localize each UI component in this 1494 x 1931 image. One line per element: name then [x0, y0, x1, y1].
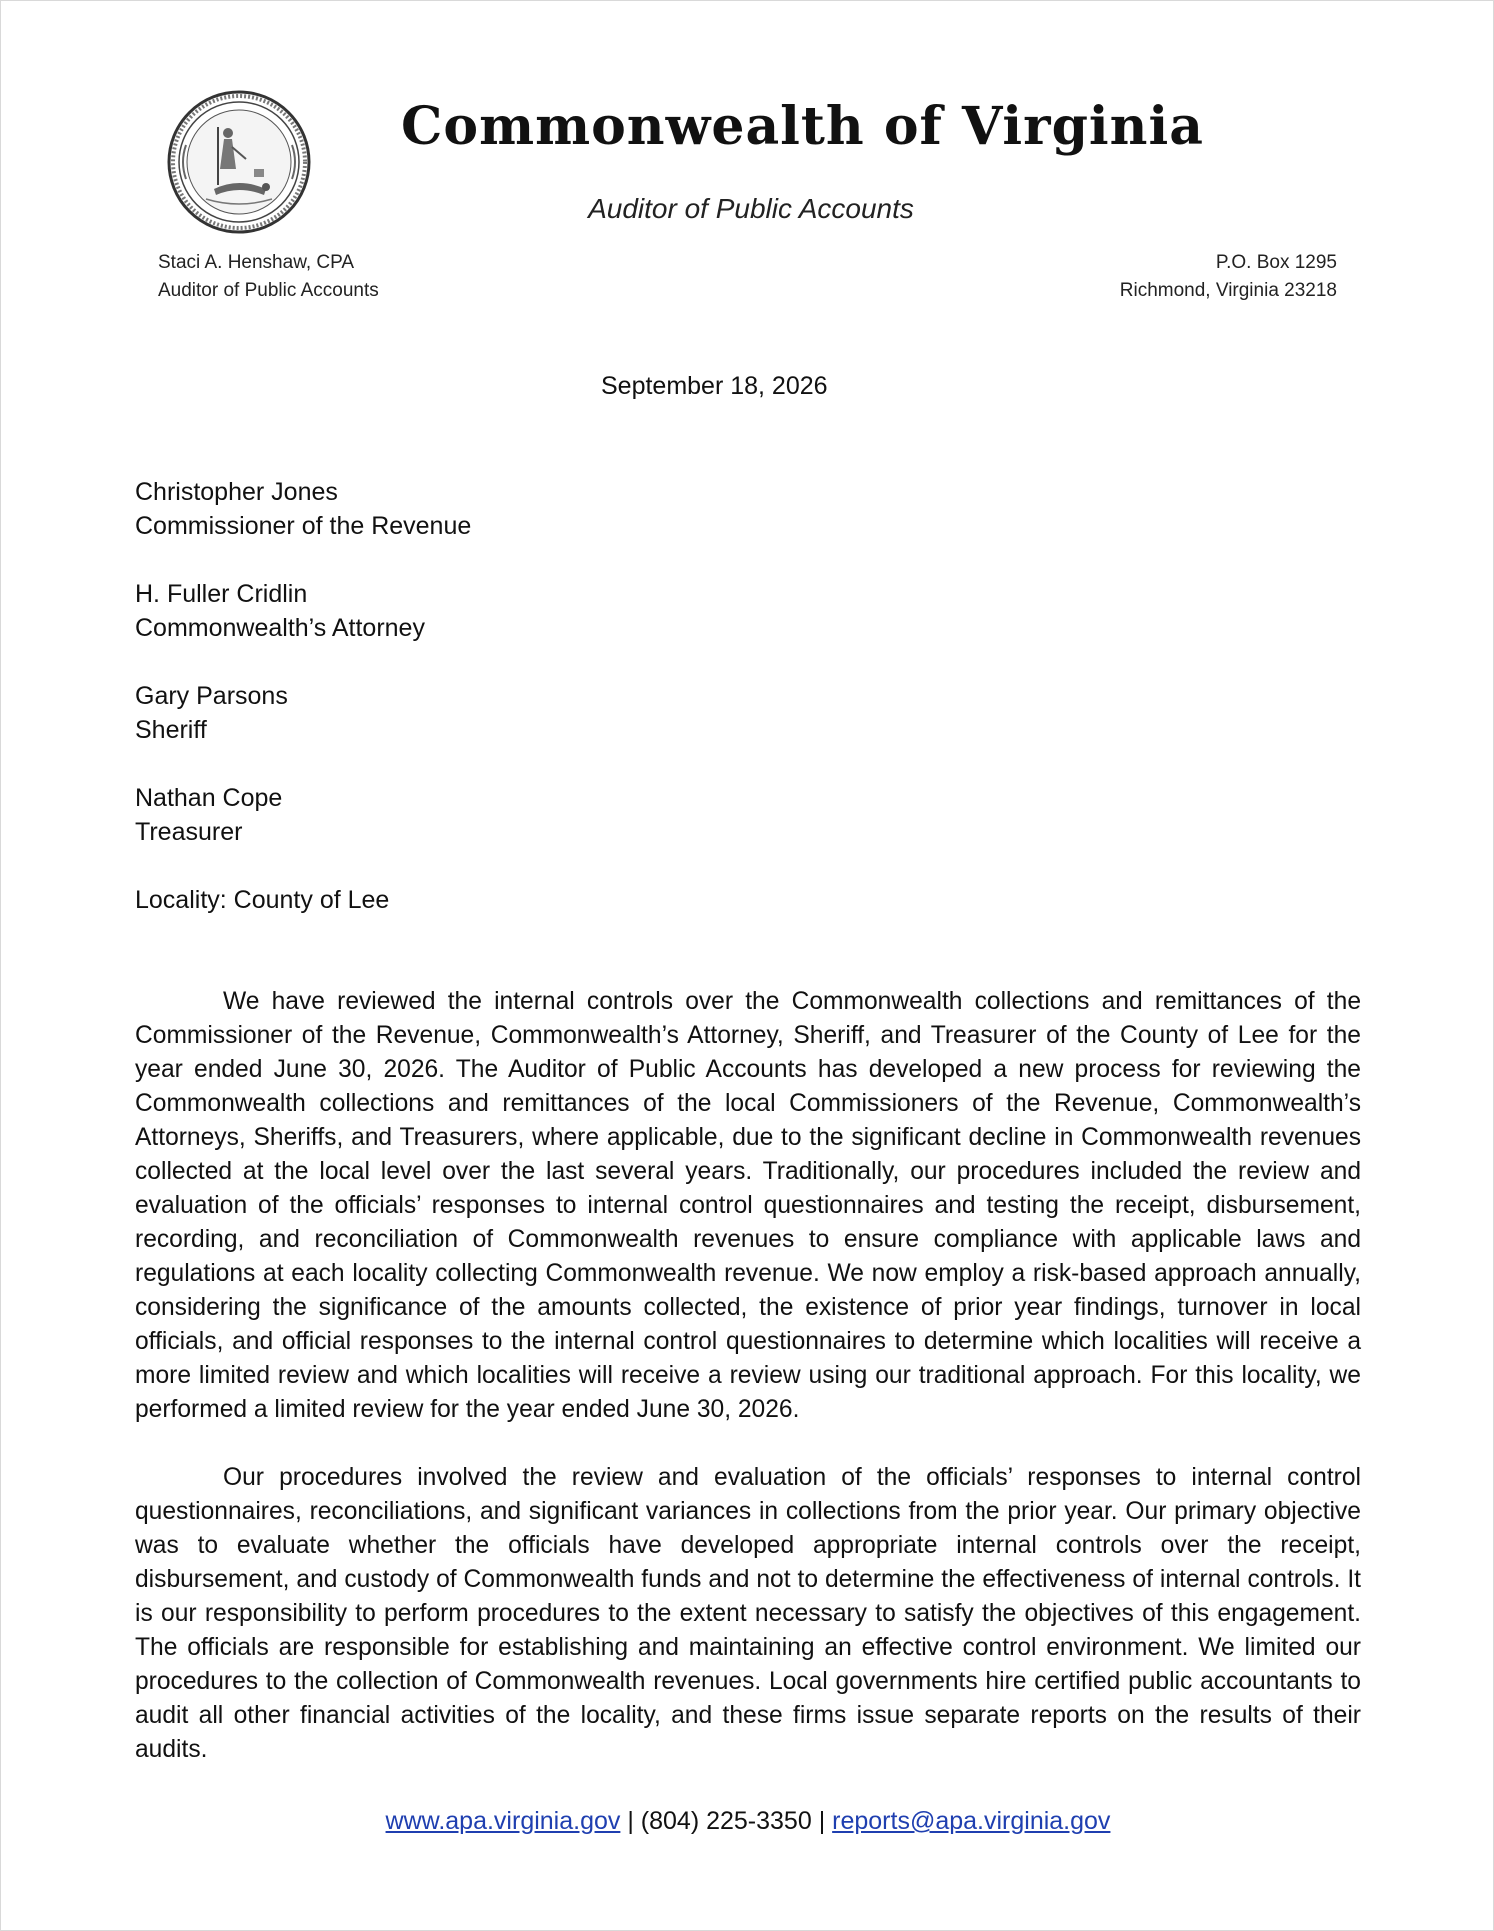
footer-separator: | — [620, 1807, 641, 1835]
phone-number: (804) 225-3350 — [640, 1807, 812, 1835]
addressee — [135, 781, 471, 849]
sender-name: Staci A. Henshaw, CPA — [158, 252, 355, 273]
address-box: P.O. Box 1295 — [1215, 252, 1337, 273]
virginia-seal-icon — [166, 89, 312, 235]
addressee-title: Treasurer — [135, 818, 243, 846]
addressee-block — [135, 475, 471, 917]
letter-body — [135, 985, 1361, 1801]
addressee-title: Sheriff — [135, 716, 207, 744]
letterhead-sender — [158, 249, 379, 305]
locality-line: Locality: County of Lee — [135, 886, 390, 914]
body-paragraph: We have reviewed the internal controls over the Commonwealth collections and remittances of the Commissioner of the Revenue, Commonwealth’s Attorney, Sheriff, and Treasurer of the County of Lee for the year ended June 30, 2026. The Auditor of Public Accounts has developed a new process for reviewing the Commonwealth collections and remittances of the local Commissioners of the Revenue, Commonwealth’s Attorneys, Sheriffs, and Treasurers, where applicable, due to the significant decline in Commonwealth revenues collected at the local level over the last several years. Traditionally, our procedures included the review and evaluation of the officials’ responses to internal control questionnaires and testing the receipt, disbursement, recording, and reconciliation of Commonwealth revenues to ensure compliance with applicable laws and regulations at each locality collecting Commonwealth revenue. We now employ a risk-based approach annually, considering the significance of the amounts collected, the existence of prior year findings, turnover in local officials, and official responses to the internal control questionnaires to determine which localities will receive a more limited review and which localities will receive a review using our traditional approach. For this locality, we performed a limited review for the year ended June 30, 2026. — [135, 988, 1361, 1423]
addressee — [135, 577, 471, 645]
letter-date: September 18, 2026 — [601, 372, 828, 400]
letter-footer — [1, 1807, 1494, 1836]
body-paragraph: Our procedures involved the review and evaluation of the officials’ responses to internal control questionnaires, reconciliations, and significant variances in collections from the prior year. Our primary objective was to evaluate whether the officials have developed appropriate internal controls over the receipt, disbursement, and custody of Commonwealth funds and not to determine the effectiveness of internal controls. It is our responsibility to perform procedures to the extent necessary to satisfy the objectives of this engagement. The officials are responsible for establishing and maintaining an effective control environment. We limited our procedures to the collection of Commonwealth revenues. Local governments hire certified public accountants to audit all other financial activities of the locality, and these firms issue separate reports on the results of their audits. — [135, 1464, 1361, 1763]
sender-role: Auditor of Public Accounts — [158, 280, 379, 301]
addressee-name: H. Fuller Cridlin — [135, 580, 308, 608]
letterhead-address — [1120, 249, 1337, 305]
letterhead-subtitle: Auditor of Public Accounts — [588, 193, 914, 224]
addressee-title: Commissioner of the Revenue — [135, 512, 472, 540]
addressee-title: Commonwealth’s Attorney — [135, 614, 425, 642]
addressee — [135, 679, 471, 747]
addressee-name: Christopher Jones — [135, 478, 338, 506]
email-link[interactable]: reports@apa.virginia.gov — [832, 1807, 1111, 1835]
address-city: Richmond, Virginia 23218 — [1119, 280, 1337, 301]
website-link[interactable]: www.apa.virginia.gov — [385, 1807, 621, 1835]
addressee — [135, 475, 471, 543]
letterhead-title: Commonwealth of Virginia — [401, 96, 1204, 157]
addressee-name: Nathan Cope — [135, 784, 283, 812]
addressee-name: Gary Parsons — [135, 682, 288, 710]
footer-separator: | — [811, 1807, 833, 1835]
